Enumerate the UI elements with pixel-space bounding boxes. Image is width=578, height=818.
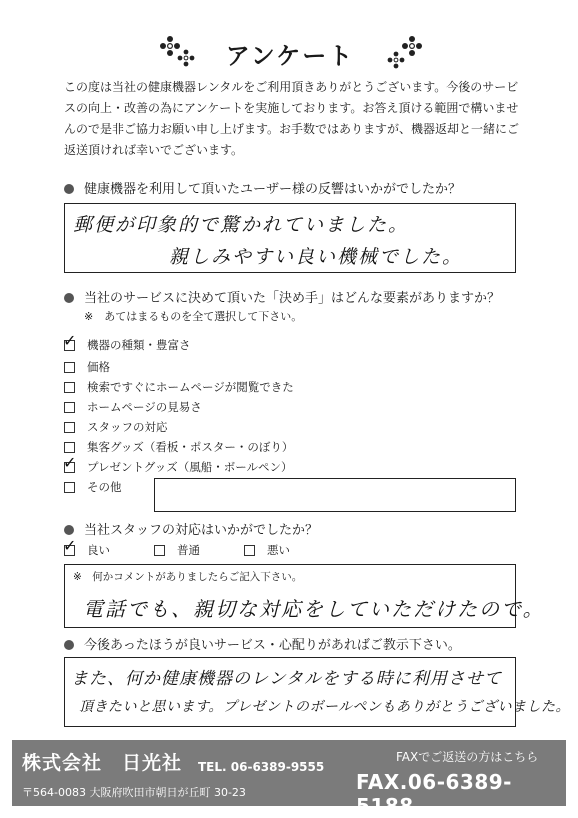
option-label: 集客グッズ（看板・ポスター・のぼり） [87, 440, 294, 454]
option-item[interactable] [63, 452, 293, 476]
answer-1-line-1: 郵便が印象的で驚かれていました。 [73, 214, 410, 236]
question-1 [64, 178, 461, 197]
question-2 [64, 287, 500, 306]
bullet-icon [64, 640, 74, 650]
check-mark-icon: ✓ [63, 452, 77, 472]
rating-option[interactable] [63, 535, 110, 558]
rating-label: 普通 [177, 543, 200, 557]
question-4-text: 今後あったほうが良いサービス・心配りがあればご教示下さい。 [84, 638, 461, 653]
other-text-box[interactable] [154, 478, 516, 512]
rating-label: 悪い [267, 543, 290, 557]
comment-prompt: ※ 何かコメントがありましたらご記入下さい。 [73, 571, 303, 583]
question-3-text: 当社スタッフの対応はいかがでしたか？ [84, 523, 319, 538]
company-name: 株式会社 日光社 [22, 752, 183, 774]
checkbox[interactable] [154, 545, 165, 556]
fax-note: FAXでご返送の方はこちら [396, 750, 539, 764]
option-label: スタッフの対応 [87, 420, 168, 434]
option-label: ホームページの見易さ [87, 400, 202, 414]
check-mark-icon: ✓ [63, 535, 77, 555]
option-item[interactable] [64, 438, 293, 456]
option-label: その他 [87, 480, 122, 494]
check-mark-icon: ✓ [63, 330, 77, 350]
option-item[interactable] [64, 358, 110, 376]
question-2-note: ※ あてはまるものを全て選択して下さい。 [84, 310, 303, 323]
answer-box-1[interactable] [64, 203, 516, 273]
comment-text: 電話でも、親切な対応をしていただけたので。 [83, 597, 545, 621]
bullet-icon [64, 525, 74, 535]
checkbox[interactable] [64, 402, 75, 413]
answer-4-line-1: また、何か健康機器のレンタルをする時に利用させて [71, 669, 502, 689]
intro-text: この度は当社の健康機器レンタルをご利用頂きありがとうございます。今後のサービスの向上・改善の為にアンケートを実施しております。お答え頂ける範囲で構いませんので是非ご協力お願い申し上げます。お手数ではありますが、機器返却と一緒にご返送頂ければ幸いでございます。 [64, 80, 520, 157]
option-label: 検索ですぐにホームページが閲覧できた [87, 380, 294, 394]
checkbox[interactable] [63, 330, 77, 351]
bullet-icon [64, 293, 74, 303]
question-3 [64, 519, 318, 538]
answer-box-4[interactable] [64, 657, 571, 727]
bullet-icon [64, 184, 74, 194]
rating-options [63, 535, 334, 558]
checkbox[interactable] [64, 442, 75, 453]
option-label: 価格 [87, 360, 110, 374]
option-item[interactable] [64, 398, 202, 416]
rating-option[interactable] [244, 542, 290, 558]
flower-icon [158, 36, 198, 72]
fax-number: FAX.06-6389-5188 [356, 770, 512, 818]
rating-label: 良い [87, 543, 110, 557]
question-4 [64, 634, 461, 653]
option-item[interactable] [64, 378, 294, 396]
answer-1-line-2: 親しみやすい良い機械でした。 [169, 246, 464, 268]
option-label: 機器の種類・豊富さ [87, 338, 191, 352]
checkbox[interactable] [64, 422, 75, 433]
flower-icon [384, 36, 424, 72]
title-row [0, 36, 578, 72]
company-address: 〒564-0083 大阪府吹田市朝日が丘町 30-23 [22, 786, 246, 799]
page-title: アンケート [225, 42, 355, 70]
tel-number: TEL. 06-6389-9555 [198, 760, 325, 774]
checkbox[interactable] [64, 362, 75, 373]
checkbox[interactable] [64, 482, 75, 493]
checkbox[interactable] [63, 452, 77, 473]
checkbox[interactable] [64, 382, 75, 393]
comment-box[interactable] [64, 564, 545, 628]
question-2-text: 当社のサービスに決めて頂いた「決め手」はどんな要素がありますか？ [84, 291, 501, 306]
answer-4-line-2: 頂きたいと思います。プレゼントのボールペンもありがとうございました。 [79, 699, 571, 715]
checkbox[interactable] [63, 535, 77, 556]
option-item[interactable] [64, 478, 122, 496]
option-label: プレゼントグッズ（風船・ボールペン） [87, 460, 293, 474]
question-1-text: 健康機器を利用して頂いたユーザー様の反響はいかがでしたか？ [84, 182, 462, 197]
option-item[interactable] [63, 330, 191, 354]
rating-option[interactable] [154, 542, 200, 558]
checkbox[interactable] [244, 545, 255, 556]
footer-bar [12, 740, 566, 818]
option-item[interactable] [64, 418, 168, 436]
